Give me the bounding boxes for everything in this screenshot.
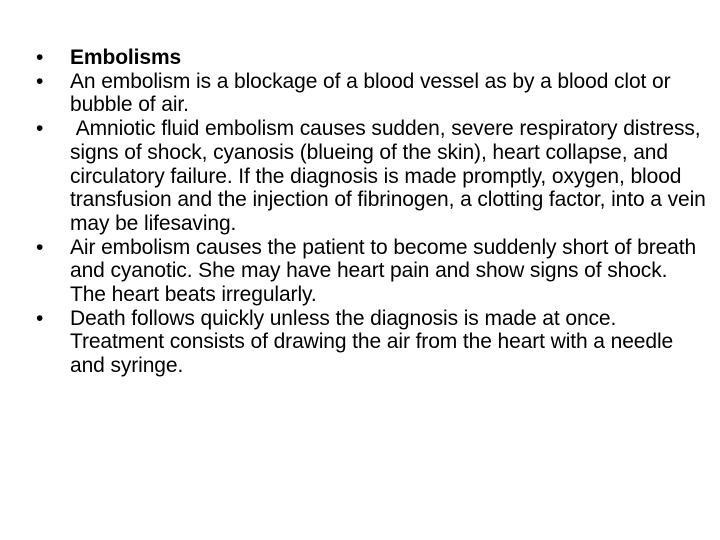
bullet-list (36, 46, 712, 378)
bullet-text-air-embolism: Air embolism causes the patient to become suddenly short of breath and cyanotic. She may have heart pain and show signs of shock. The heart beats irregularly. (70, 235, 697, 307)
bullet-item-air-embolism (36, 236, 708, 307)
bullet-item-title (36, 46, 708, 70)
bullet-dot: • (36, 235, 44, 259)
bullet-text-treatment: Death follows quickly unless the diagnosis is made at once. Treatment consists of drawing the air from the heart with a needle and syringe. (70, 306, 674, 378)
bullet-text-amniotic: Amniotic fluid embolism causes sudden, severe respiratory distress, signs of shock, cyanosis (blueing of the skin), heart collapse, and circulatory failure. If the diagnosis is made promptly, oxygen, blood transfusion and the injection of fibrinogen, a clotting factor, into a vein may be lifesaving. (70, 117, 712, 235)
bullet-item-treatment (36, 307, 708, 378)
bullet-dot: • (36, 117, 44, 141)
bullet-dot: • (36, 306, 44, 330)
bullet-text-definition: An embolism is a blockage of a blood vessel as by a blood clot or bubble of air. (70, 69, 671, 117)
bullet-item-definition (36, 70, 708, 117)
bullet-text-title: Embolisms (70, 46, 182, 69)
bullet-dot: • (36, 69, 44, 93)
bullet-item-amniotic (36, 117, 712, 236)
bullet-dot: • (36, 46, 44, 69)
